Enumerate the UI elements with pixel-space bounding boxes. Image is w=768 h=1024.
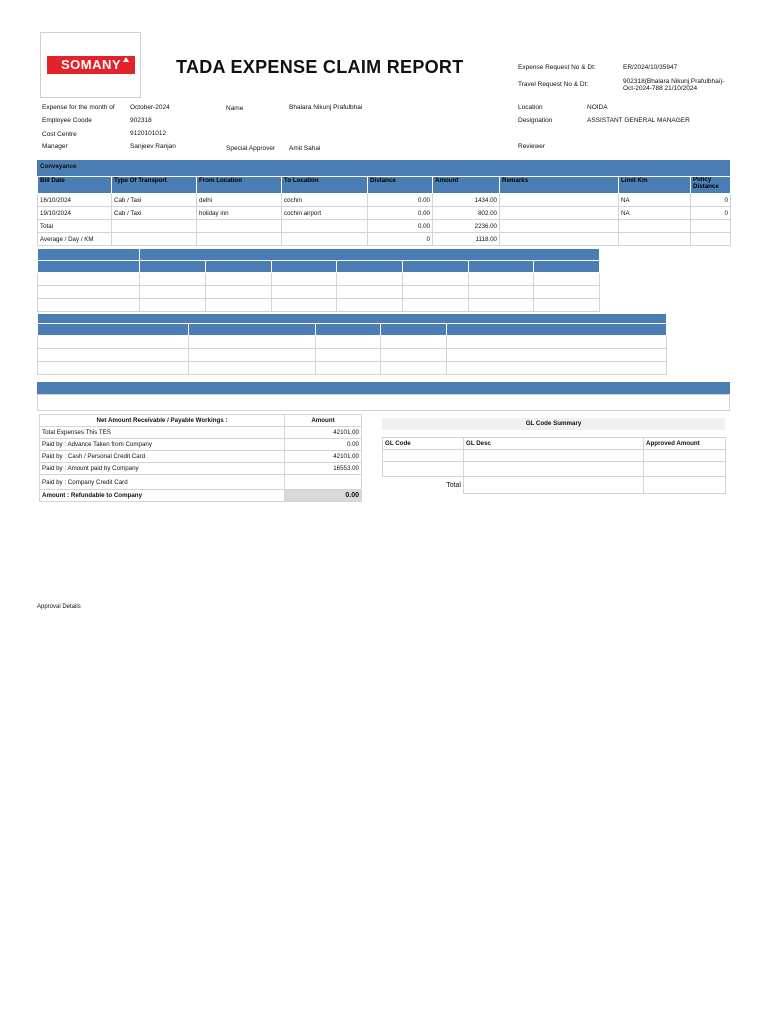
logo-mark-icon (123, 57, 129, 62)
table-row (40, 475, 362, 490)
table-row (38, 336, 667, 349)
table-row (38, 349, 667, 362)
cell-transport: Cab / Taxi (112, 207, 197, 220)
col-limit-km: Limit Km (619, 177, 691, 194)
location-value: NOIDA (587, 104, 608, 111)
conveyance-section-header (37, 160, 730, 176)
cell-bill-date: 16/10/2024 (38, 194, 112, 207)
cell-empty (282, 233, 368, 246)
net-row-label: Paid by : Company Credit Card (40, 475, 285, 490)
gl-total-row (383, 477, 726, 494)
net-amount-table (39, 414, 362, 502)
conveyance-header-row (38, 177, 731, 194)
gl-summary-title: GL Code Summary (382, 418, 725, 430)
table-row (40, 451, 362, 463)
location-label: Location (518, 104, 543, 111)
cell-empty (112, 220, 197, 233)
col-approved-amount: Approved Amount (644, 438, 726, 450)
net-total-row (40, 490, 362, 502)
table-row (383, 450, 726, 462)
month-value: October-2024 (130, 104, 170, 111)
grid-subheader-row (38, 324, 667, 336)
table-row (38, 207, 731, 220)
name-label: Name (226, 105, 244, 112)
cell-policy-distance: 0 (691, 207, 731, 220)
cell-empty (197, 220, 282, 233)
average-row (38, 233, 731, 246)
col-from-location: From Location (197, 177, 282, 194)
somany-logo: SOMANY (47, 56, 135, 74)
cell-bill-date: 19/10/2024 (38, 207, 112, 220)
net-total-value: 0.00 (285, 490, 362, 502)
col-policy-distance: Policy Distance (691, 177, 731, 194)
grid-subheader-row (38, 261, 600, 273)
net-row-label: Total Expenses This TES (40, 427, 285, 439)
cell-empty (619, 220, 691, 233)
cost-centre-value: 9120101012 (130, 130, 167, 137)
expense-request-value: ER/2024/10/35947 (623, 64, 678, 71)
empty-section-header (37, 382, 730, 394)
cell-total-distance: 0.00 (368, 220, 433, 233)
net-row-label: Paid by : Cash / Personal Credit Card (40, 451, 285, 463)
cell-remarks (500, 194, 619, 207)
cell-distance: 0.00 (368, 194, 433, 207)
cell-empty (500, 233, 619, 246)
conveyance-title: Conveyance (40, 163, 77, 170)
cost-centre-label: Cost Centre (42, 131, 77, 138)
employee-code-label: Employee Coode (42, 117, 92, 124)
cell-limit-km: NA (619, 194, 691, 207)
cell-from: delhi (197, 194, 282, 207)
travel-request-value-line2: Oct-2024-788 21/10/2024 (623, 85, 698, 92)
cell-empty (500, 220, 619, 233)
net-row-value: 42101.00 (285, 427, 362, 439)
cell-empty (691, 220, 731, 233)
table-row (40, 463, 362, 475)
gl-header-row (383, 438, 726, 450)
net-row-value: 42101.00 (285, 451, 362, 463)
special-approver-value: Amit Sahai (289, 145, 321, 152)
net-total-label: Amount : Refundable to Company (40, 490, 285, 502)
grid-header-row (38, 314, 667, 324)
cell-average-amount: 1118.00 (433, 233, 500, 246)
table-row (38, 299, 600, 312)
col-distance: Distance (368, 177, 433, 194)
cell-total-label: Total (38, 220, 112, 233)
total-row (38, 220, 731, 233)
reviewer-label: Reviewer (518, 143, 546, 150)
cell-from: holiday inn (197, 207, 282, 220)
cell-empty (691, 233, 731, 246)
col-transport-type: Type Of Transport (112, 177, 197, 194)
empty-section-body (37, 394, 730, 411)
cell-remarks (500, 207, 619, 220)
cell-limit-km: NA (619, 207, 691, 220)
designation-value: ASSISTANT GENERAL MANAGER (587, 117, 690, 124)
col-gl-desc: GL Desc (464, 438, 644, 450)
table-row (40, 439, 362, 451)
cell-empty (282, 220, 368, 233)
cell-to: cochin (282, 194, 368, 207)
designation-label: Designation (518, 117, 553, 124)
expense-request-label: Expense Request No & Dt: (518, 64, 596, 71)
cell-amount: 1434.00 (433, 194, 500, 207)
net-row-value (285, 475, 362, 490)
cell-average-label: Average / Day / KM (38, 233, 112, 246)
empty-grid-1 (37, 248, 600, 312)
net-header-label: Net Amount Receivable / Payable Workings : (40, 415, 285, 427)
month-label: Expense for the month of (42, 104, 115, 111)
net-row-label: Paid by : Amount paid by Company (40, 463, 285, 475)
cell-amount: 802.00 (433, 207, 500, 220)
cell-to: cochin airport (282, 207, 368, 220)
empty-grid-2 (37, 313, 667, 375)
table-row (38, 362, 667, 375)
gl-summary-table (382, 437, 726, 494)
table-row (38, 286, 600, 299)
name-value: Bhalara Nikunj Prafulbhai (289, 104, 363, 111)
cell-transport: Cab / Taxi (112, 194, 197, 207)
net-header-amount: Amount (285, 415, 362, 427)
manager-value: Sanjeev Ranjan (130, 143, 176, 150)
col-to-location: To Location (282, 177, 368, 194)
net-row-value: 0.00 (285, 439, 362, 451)
report-title: TADA EXPENSE CLAIM REPORT (176, 57, 464, 77)
net-header-row (40, 415, 362, 427)
manager-label: Manager (42, 143, 68, 150)
cell-total-amount: 2236.00 (433, 220, 500, 233)
cell-empty (619, 233, 691, 246)
travel-request-label: Travel Request No & Dt: (518, 81, 589, 88)
employee-code-value: 902318 (130, 117, 152, 124)
table-row (383, 462, 726, 477)
logo-container (40, 32, 141, 98)
cell-distance: 0.00 (368, 207, 433, 220)
col-remarks: Remarks (500, 177, 619, 194)
table-row (38, 273, 600, 286)
col-bill-date: Bill Date (38, 177, 112, 194)
col-amount: Amount (433, 177, 500, 194)
grid-header-row (38, 249, 600, 261)
net-row-value: 16553.00 (285, 463, 362, 475)
gl-total-label: Total (383, 477, 464, 494)
table-row (40, 427, 362, 439)
cell-empty (112, 233, 197, 246)
conveyance-table (37, 176, 731, 246)
special-approver-label: Special Approver (226, 145, 276, 152)
cell-policy-distance: 0 (691, 194, 731, 207)
travel-request-value-line1: 902318(Bhalara Nikunj Prafulbhai)- (623, 78, 725, 85)
table-row (38, 194, 731, 207)
cell-empty (197, 233, 282, 246)
cell-average-distance: 0 (368, 233, 433, 246)
net-row-label: Paid by : Advance Taken from Company (40, 439, 285, 451)
col-gl-code: GL Code (383, 438, 464, 450)
approval-details-label: Approval Details (37, 604, 81, 610)
